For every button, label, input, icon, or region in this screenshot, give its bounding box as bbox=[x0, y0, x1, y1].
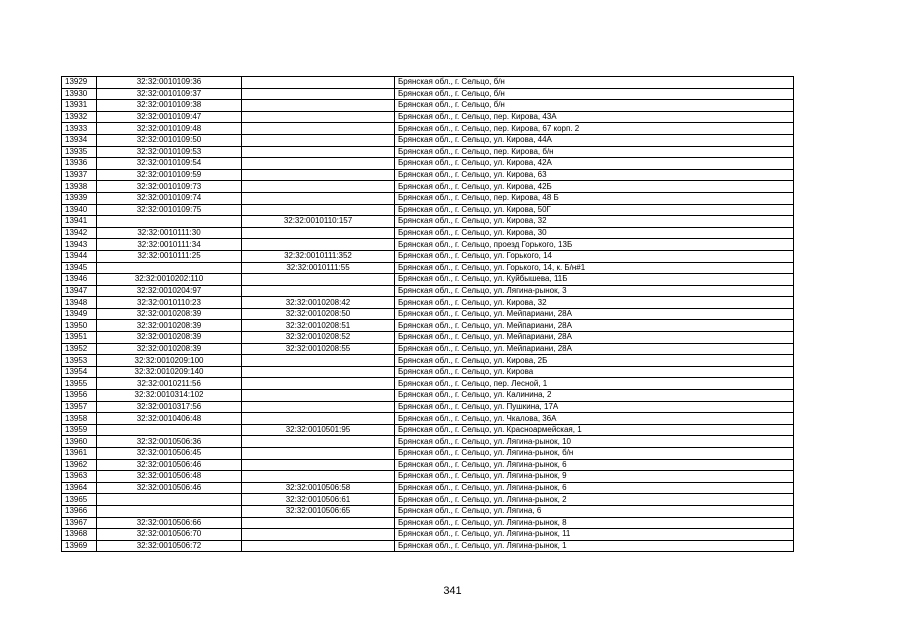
record-number-cell: 13948 bbox=[62, 297, 97, 309]
related-cadastral-number-cell: 32:32:0010506:61 bbox=[242, 494, 395, 506]
cadastral-number-cell: 32:32:0010109:48 bbox=[97, 123, 242, 135]
related-cadastral-number-cell bbox=[242, 401, 395, 413]
address-cell: Брянская обл., г. Сельцо, б/н bbox=[395, 88, 794, 100]
address-cell: Брянская обл., г. Сельцо, ул. Кирова, 30 bbox=[395, 227, 794, 239]
cadastral-number-cell: 32:32:0010506:46 bbox=[97, 459, 242, 471]
cadastral-number-cell: 32:32:0010111:34 bbox=[97, 239, 242, 251]
table-row bbox=[62, 529, 794, 541]
related-cadastral-number-cell: 32:32:0010208:51 bbox=[242, 320, 395, 332]
table-row bbox=[62, 424, 794, 436]
address-cell: Брянская обл., г. Сельцо, ул. Чкалова, 36А bbox=[395, 413, 794, 425]
related-cadastral-number-cell bbox=[242, 529, 395, 541]
cadastral-number-cell: 32:32:0010314:102 bbox=[97, 390, 242, 402]
address-cell: Брянская обл., г. Сельцо, ул. Мейпариани, 28А bbox=[395, 308, 794, 320]
record-number-cell: 13964 bbox=[62, 482, 97, 494]
cadastral-number-cell bbox=[97, 505, 242, 517]
table-row bbox=[62, 355, 794, 367]
related-cadastral-number-cell bbox=[242, 77, 395, 89]
table-row bbox=[62, 308, 794, 320]
cadastral-number-cell: 32:32:0010109:73 bbox=[97, 181, 242, 193]
table-row bbox=[62, 494, 794, 506]
related-cadastral-number-cell bbox=[242, 274, 395, 286]
table-row bbox=[62, 250, 794, 262]
table-row bbox=[62, 88, 794, 100]
table-row bbox=[62, 216, 794, 228]
cadastral-number-cell bbox=[97, 216, 242, 228]
address-cell: Брянская обл., г. Сельцо, ул. Кирова, 32 bbox=[395, 216, 794, 228]
address-cell: Брянская обл., г. Сельцо, ул. Куйбышева, 11Б bbox=[395, 274, 794, 286]
table-body bbox=[62, 77, 794, 552]
cadastral-number-cell: 32:32:0010211:56 bbox=[97, 378, 242, 390]
table-row bbox=[62, 482, 794, 494]
related-cadastral-number-cell bbox=[242, 134, 395, 146]
table-row bbox=[62, 146, 794, 158]
property-register-table bbox=[61, 76, 794, 552]
table-row bbox=[62, 192, 794, 204]
record-number-cell: 13944 bbox=[62, 250, 97, 262]
table-row bbox=[62, 505, 794, 517]
table-row bbox=[62, 343, 794, 355]
cadastral-number-cell: 32:32:0010109:53 bbox=[97, 146, 242, 158]
related-cadastral-number-cell bbox=[242, 378, 395, 390]
address-cell: Брянская обл., г. Сельцо, б/н bbox=[395, 100, 794, 112]
cadastral-number-cell: 32:32:0010209:100 bbox=[97, 355, 242, 367]
record-number-cell: 13931 bbox=[62, 100, 97, 112]
record-number-cell: 13953 bbox=[62, 355, 97, 367]
related-cadastral-number-cell: 32:32:0010208:42 bbox=[242, 297, 395, 309]
cadastral-number-cell: 32:32:0010317:56 bbox=[97, 401, 242, 413]
address-cell: Брянская обл., г. Сельцо, б/н bbox=[395, 77, 794, 89]
address-cell: Брянская обл., г. Сельцо, ул. Мейпариани, 28А bbox=[395, 332, 794, 344]
address-cell: Брянская обл., г. Сельцо, ул. Кирова, 2Б bbox=[395, 355, 794, 367]
address-cell: Брянская обл., г. Сельцо, ул. Лягина-рынок, 2 bbox=[395, 494, 794, 506]
address-cell: Брянская обл., г. Сельцо, ул. Кирова, 42А bbox=[395, 158, 794, 170]
address-cell: Брянская обл., г. Сельцо, ул. Пушкина, 17А bbox=[395, 401, 794, 413]
table-row bbox=[62, 366, 794, 378]
cadastral-number-cell: 32:32:0010506:66 bbox=[97, 517, 242, 529]
cadastral-number-cell: 32:32:0010109:54 bbox=[97, 158, 242, 170]
table-row bbox=[62, 471, 794, 483]
table-row bbox=[62, 436, 794, 448]
related-cadastral-number-cell bbox=[242, 227, 395, 239]
cadastral-number-cell: 32:32:0010109:59 bbox=[97, 169, 242, 181]
record-number-cell: 13932 bbox=[62, 111, 97, 123]
record-number-cell: 13940 bbox=[62, 204, 97, 216]
cadastral-number-cell: 32:32:0010109:75 bbox=[97, 204, 242, 216]
cadastral-number-cell: 32:32:0010506:70 bbox=[97, 529, 242, 541]
record-number-cell: 13958 bbox=[62, 413, 97, 425]
record-number-cell: 13952 bbox=[62, 343, 97, 355]
related-cadastral-number-cell bbox=[242, 285, 395, 297]
address-cell: Брянская обл., г. Сельцо, ул. Кирова, 44А bbox=[395, 134, 794, 146]
cadastral-number-cell: 32:32:0010110:23 bbox=[97, 297, 242, 309]
related-cadastral-number-cell bbox=[242, 239, 395, 251]
cadastral-number-cell: 32:32:0010109:50 bbox=[97, 134, 242, 146]
related-cadastral-number-cell bbox=[242, 517, 395, 529]
cadastral-number-cell: 32:32:0010506:45 bbox=[97, 448, 242, 460]
address-cell: Брянская обл., г. Сельцо, ул. Кирова, 63 bbox=[395, 169, 794, 181]
address-cell: Брянская обл., г. Сельцо, пер. Кирова, б/н bbox=[395, 146, 794, 158]
table-row bbox=[62, 297, 794, 309]
record-number-cell: 13929 bbox=[62, 77, 97, 89]
record-number-cell: 13945 bbox=[62, 262, 97, 274]
related-cadastral-number-cell: 32:32:0010506:58 bbox=[242, 482, 395, 494]
related-cadastral-number-cell bbox=[242, 111, 395, 123]
address-cell: Брянская обл., г. Сельцо, ул. Лягина, 6 bbox=[395, 505, 794, 517]
record-number-cell: 13936 bbox=[62, 158, 97, 170]
related-cadastral-number-cell bbox=[242, 123, 395, 135]
cadastral-number-cell: 32:32:0010111:25 bbox=[97, 250, 242, 262]
cadastral-number-cell: 32:32:0010506:46 bbox=[97, 482, 242, 494]
address-cell: Брянская обл., г. Сельцо, ул. Лягина-рынок, 8 bbox=[395, 517, 794, 529]
table-row bbox=[62, 123, 794, 135]
address-cell: Брянская обл., г. Сельцо, ул. Лягина-рынок, б/н bbox=[395, 448, 794, 460]
table-row bbox=[62, 134, 794, 146]
cadastral-number-cell: 32:32:0010109:38 bbox=[97, 100, 242, 112]
related-cadastral-number-cell bbox=[242, 448, 395, 460]
address-cell: Брянская обл., г. Сельцо, ул. Горького, 14 bbox=[395, 250, 794, 262]
record-number-cell: 13961 bbox=[62, 448, 97, 460]
record-number-cell: 13941 bbox=[62, 216, 97, 228]
table-row bbox=[62, 158, 794, 170]
cadastral-number-cell: 32:32:0010204:97 bbox=[97, 285, 242, 297]
cadastral-number-cell: 32:32:0010506:48 bbox=[97, 471, 242, 483]
record-number-cell: 13963 bbox=[62, 471, 97, 483]
related-cadastral-number-cell bbox=[242, 169, 395, 181]
record-number-cell: 13956 bbox=[62, 390, 97, 402]
table-row bbox=[62, 262, 794, 274]
cadastral-number-cell: 32:32:0010208:39 bbox=[97, 343, 242, 355]
record-number-cell: 13939 bbox=[62, 192, 97, 204]
table-row bbox=[62, 413, 794, 425]
record-number-cell: 13959 bbox=[62, 424, 97, 436]
record-number-cell: 13967 bbox=[62, 517, 97, 529]
record-number-cell: 13942 bbox=[62, 227, 97, 239]
cadastral-number-cell bbox=[97, 424, 242, 436]
cadastral-number-cell: 32:32:0010109:36 bbox=[97, 77, 242, 89]
related-cadastral-number-cell: 32:32:0010506:65 bbox=[242, 505, 395, 517]
cadastral-number-cell bbox=[97, 262, 242, 274]
related-cadastral-number-cell bbox=[242, 390, 395, 402]
record-number-cell: 13930 bbox=[62, 88, 97, 100]
address-cell: Брянская обл., г. Сельцо, ул. Мейпариани, 28А bbox=[395, 320, 794, 332]
address-cell: Брянская обл., г. Сельцо, пер. Кирова, 67 корп. 2 bbox=[395, 123, 794, 135]
record-number-cell: 13965 bbox=[62, 494, 97, 506]
table-row bbox=[62, 181, 794, 193]
related-cadastral-number-cell bbox=[242, 158, 395, 170]
cadastral-number-cell: 32:32:0010208:39 bbox=[97, 332, 242, 344]
address-cell: Брянская обл., г. Сельцо, ул. Лягина-рынок, 1 bbox=[395, 540, 794, 552]
record-number-cell: 13966 bbox=[62, 505, 97, 517]
cadastral-number-cell: 32:32:0010109:37 bbox=[97, 88, 242, 100]
table-row bbox=[62, 390, 794, 402]
table-row bbox=[62, 401, 794, 413]
record-number-cell: 13969 bbox=[62, 540, 97, 552]
related-cadastral-number-cell bbox=[242, 204, 395, 216]
address-cell: Брянская обл., г. Сельцо, ул. Калинина, 2 bbox=[395, 390, 794, 402]
related-cadastral-number-cell bbox=[242, 100, 395, 112]
address-cell: Брянская обл., г. Сельцо, ул. Мейпариани, 28А bbox=[395, 343, 794, 355]
related-cadastral-number-cell: 32:32:0010208:50 bbox=[242, 308, 395, 320]
address-cell: Брянская обл., г. Сельцо, ул. Горького, 14, к. Б/н#1 bbox=[395, 262, 794, 274]
table-row bbox=[62, 111, 794, 123]
address-cell: Брянская обл., г. Сельцо, ул. Кирова, 32 bbox=[395, 297, 794, 309]
table-row bbox=[62, 274, 794, 286]
related-cadastral-number-cell bbox=[242, 459, 395, 471]
address-cell: Брянская обл., г. Сельцо, пер. Лесной, 1 bbox=[395, 378, 794, 390]
related-cadastral-number-cell bbox=[242, 192, 395, 204]
related-cadastral-number-cell: 32:32:0010501:95 bbox=[242, 424, 395, 436]
record-number-cell: 13949 bbox=[62, 308, 97, 320]
record-number-cell: 13960 bbox=[62, 436, 97, 448]
related-cadastral-number-cell: 32:32:0010208:52 bbox=[242, 332, 395, 344]
table-row bbox=[62, 332, 794, 344]
table-row bbox=[62, 100, 794, 112]
record-number-cell: 13947 bbox=[62, 285, 97, 297]
address-cell: Брянская обл., г. Сельцо, ул. Лягина-рынок, 6 bbox=[395, 482, 794, 494]
address-cell: Брянская обл., г. Сельцо, пер. Кирова, 43А bbox=[395, 111, 794, 123]
related-cadastral-number-cell bbox=[242, 146, 395, 158]
related-cadastral-number-cell bbox=[242, 436, 395, 448]
page-number: 341 bbox=[443, 585, 462, 597]
related-cadastral-number-cell: 32:32:0010111:352 bbox=[242, 250, 395, 262]
related-cadastral-number-cell: 32:32:0010208:55 bbox=[242, 343, 395, 355]
cadastral-number-cell: 32:32:0010406:48 bbox=[97, 413, 242, 425]
record-number-cell: 13938 bbox=[62, 181, 97, 193]
table-row bbox=[62, 239, 794, 251]
record-number-cell: 13943 bbox=[62, 239, 97, 251]
related-cadastral-number-cell bbox=[242, 413, 395, 425]
address-cell: Брянская обл., г. Сельцо, ул. Лягина-рынок, 9 bbox=[395, 471, 794, 483]
address-cell: Брянская обл., г. Сельцо, ул. Лягина-рынок, 11 bbox=[395, 529, 794, 541]
cadastral-number-cell: 32:32:0010506:36 bbox=[97, 436, 242, 448]
address-cell: Брянская обл., г. Сельцо, ул. Кирова, 42Б bbox=[395, 181, 794, 193]
address-cell: Брянская обл., г. Сельцо, пер. Кирова, 48 Б bbox=[395, 192, 794, 204]
cadastral-number-cell: 32:32:0010506:72 bbox=[97, 540, 242, 552]
record-number-cell: 13955 bbox=[62, 378, 97, 390]
related-cadastral-number-cell bbox=[242, 471, 395, 483]
cadastral-number-cell bbox=[97, 494, 242, 506]
related-cadastral-number-cell bbox=[242, 355, 395, 367]
address-cell: Брянская обл., г. Сельцо, ул. Лягина-рынок, 3 bbox=[395, 285, 794, 297]
table-row bbox=[62, 517, 794, 529]
table-row bbox=[62, 378, 794, 390]
table-row bbox=[62, 77, 794, 89]
cadastral-number-cell: 32:32:0010202:110 bbox=[97, 274, 242, 286]
table-row bbox=[62, 320, 794, 332]
cadastral-number-cell: 32:32:0010111:30 bbox=[97, 227, 242, 239]
table-row bbox=[62, 227, 794, 239]
record-number-cell: 13957 bbox=[62, 401, 97, 413]
record-number-cell: 13934 bbox=[62, 134, 97, 146]
related-cadastral-number-cell bbox=[242, 88, 395, 100]
record-number-cell: 13968 bbox=[62, 529, 97, 541]
cadastral-number-cell: 32:32:0010208:39 bbox=[97, 320, 242, 332]
table-row bbox=[62, 285, 794, 297]
address-cell: Брянская обл., г. Сельцо, ул. Лягина-рынок, 10 bbox=[395, 436, 794, 448]
related-cadastral-number-cell: 32:32:0010110:157 bbox=[242, 216, 395, 228]
address-cell: Брянская обл., г. Сельцо, ул. Кирова, 50Г bbox=[395, 204, 794, 216]
record-number-cell: 13954 bbox=[62, 366, 97, 378]
related-cadastral-number-cell bbox=[242, 181, 395, 193]
table-row bbox=[62, 204, 794, 216]
record-number-cell: 13946 bbox=[62, 274, 97, 286]
address-cell: Брянская обл., г. Сельцо, ул. Лягина-рынок, 6 bbox=[395, 459, 794, 471]
address-cell: Брянская обл., г. Сельцо, ул. Кирова bbox=[395, 366, 794, 378]
related-cadastral-number-cell bbox=[242, 540, 395, 552]
record-number-cell: 13935 bbox=[62, 146, 97, 158]
related-cadastral-number-cell bbox=[242, 366, 395, 378]
record-number-cell: 13950 bbox=[62, 320, 97, 332]
table-row bbox=[62, 448, 794, 460]
table-row bbox=[62, 169, 794, 181]
table-row bbox=[62, 540, 794, 552]
cadastral-number-cell: 32:32:0010208:39 bbox=[97, 308, 242, 320]
record-number-cell: 13933 bbox=[62, 123, 97, 135]
cadastral-number-cell: 32:32:0010109:74 bbox=[97, 192, 242, 204]
address-cell: Брянская обл., г. Сельцо, проезд Горького, 13Б bbox=[395, 239, 794, 251]
address-cell: Брянская обл., г. Сельцо, ул. Красноармейская, 1 bbox=[395, 424, 794, 436]
cadastral-number-cell: 32:32:0010209:140 bbox=[97, 366, 242, 378]
cadastral-number-cell: 32:32:0010109:47 bbox=[97, 111, 242, 123]
related-cadastral-number-cell: 32:32:0010111:55 bbox=[242, 262, 395, 274]
record-number-cell: 13951 bbox=[62, 332, 97, 344]
record-number-cell: 13937 bbox=[62, 169, 97, 181]
table-row bbox=[62, 459, 794, 471]
record-number-cell: 13962 bbox=[62, 459, 97, 471]
